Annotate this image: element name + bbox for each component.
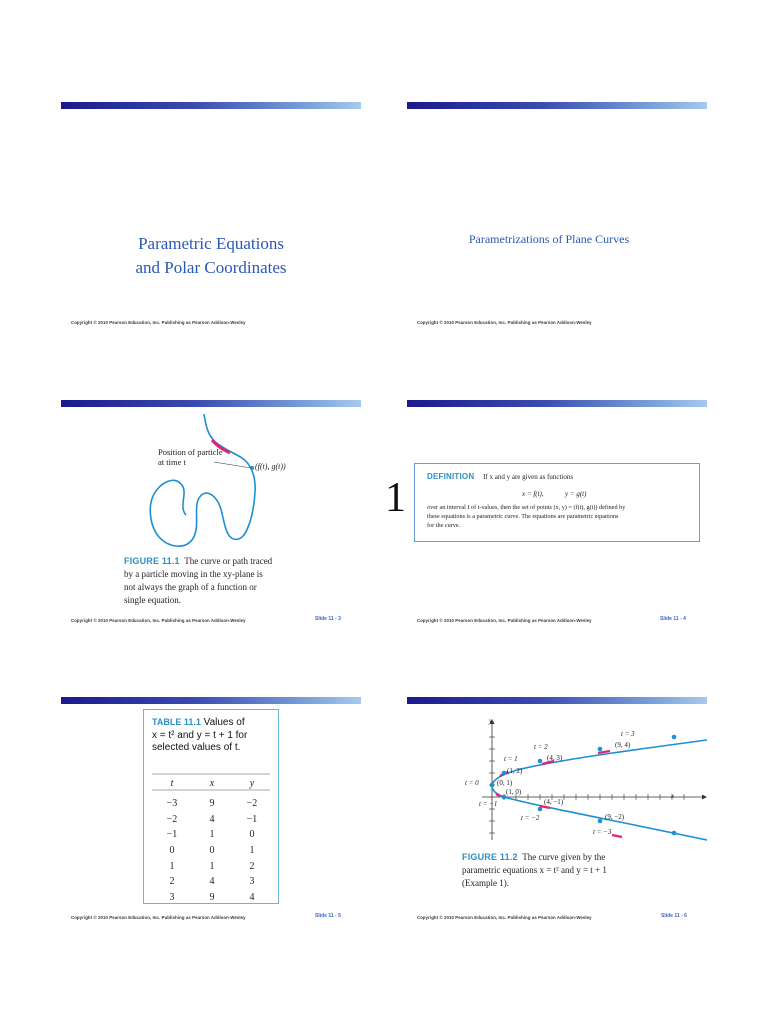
values-table [152,776,272,905]
curve-point [538,807,543,812]
figure-label: FIGURE 11.2 [462,852,518,862]
table-title-line-2: x = t² and y = t + 1 for [152,729,248,741]
slide-2 [407,102,737,352]
caption-line-4: single equation. [124,595,181,605]
slide-number: Slide 11 - 6 [661,913,687,919]
table-row [152,827,272,843]
point-label: (f(t), g(t)) [255,462,286,471]
slide-number: Slide 11 - 5 [315,913,341,919]
table-cell: 4 [209,813,215,825]
figure-caption [124,555,334,607]
label-p01: (0, 1) [497,779,513,787]
table-cell: 0 [169,845,175,857]
header-bar [61,697,361,704]
figure-label: FIGURE 11.1 [124,556,180,566]
definition-label: DEFINITION [427,472,475,481]
label-tm3: t = −3 [593,828,612,836]
table-cell: 3 [169,891,175,903]
table-cell: 9 [209,891,215,903]
table-row [152,843,272,859]
curve-point [672,831,677,836]
column-header: x [209,777,215,789]
table-cell: 3 [249,876,255,888]
curve-point [598,747,603,752]
header-bar [407,697,707,704]
motion-arrow [598,751,610,753]
copyright-notice: Copyright © 2010 Pearson Education, Inc. Publishing as Pearson Addison-Wesley [417,915,592,920]
table-header-row [152,776,272,790]
table-row [152,796,272,812]
copyright-notice: Copyright © 2010 Pearson Education, Inc. Publishing as Pearson Addison-Wesley [71,915,246,920]
table-cell: 9 [209,798,215,810]
table-title-line-1: Values of [203,717,245,728]
table-cell: −2 [166,813,178,825]
table-row [152,890,272,906]
table-row [152,812,272,828]
table-label: TABLE 11.1 [152,717,201,727]
label-p94: (9, 4) [615,741,631,749]
caption-line-1: The curve given by the [522,852,606,862]
values-table-box [143,709,279,904]
slide-number: Slide 11 - 4 [660,616,686,622]
label-tm1: t = −1 [479,800,498,808]
label-t1: t = 1 [504,755,518,763]
definition-box [414,463,700,542]
caption-line-1: The curve or path traced [184,556,273,566]
table-cell: 4 [209,876,215,888]
annotation-leader [214,462,251,468]
slide-number: Slide 11 - 3 [315,616,341,622]
motion-arrow [612,835,622,837]
definition-equation-y: y = g(t) [565,490,587,498]
table-cell: −1 [246,813,258,825]
table-cell: 1 [169,860,175,872]
table-cell: 2 [249,860,255,872]
axis-ticks [489,737,684,833]
copyright-notice: Copyright © 2010 Pearson Education, Inc. Publishing as Pearson Addison-Wesley [71,320,246,325]
table-row [152,874,272,890]
slide-title-line-1: Parametric Equations [138,234,284,253]
side-number: 1 [385,475,406,521]
caption-line-2: parametric equations x = t² and y = t + 1 [462,865,607,875]
curve-point [672,735,677,740]
position-annotation-line-1: Position of particle [158,447,223,457]
column-header: t [170,777,174,789]
definition-equation-x: x = f(t), [522,490,544,498]
position-annotation-line-2: at time t [158,457,186,467]
table-cell: −1 [166,829,178,841]
curve-point [490,783,495,788]
parabola-figure [462,712,712,862]
table-cell: −2 [246,798,258,810]
label-p4m1: (4, −1) [544,798,564,806]
slide-1 [61,102,391,352]
figure-caption [462,851,692,890]
slide-4 [385,400,737,650]
label-t2: t = 2 [534,743,548,751]
table-cell: 0 [209,845,215,857]
label-t3: t = 3 [621,730,635,738]
y-axis-label: y [489,717,493,725]
definition-intro: If x and y are given as functions [483,473,574,481]
label-p12: (1, 2) [507,767,523,775]
label-p43: (4, 3) [547,754,563,762]
slide-6 [407,697,737,947]
definition-line-1: over an interval I of t-values, then the set of points (x, y) = (f(t), g(t)) defined by [427,504,626,511]
table-cell: 0 [249,829,255,841]
copyright-notice: Copyright © 2010 Pearson Education, Inc. Publishing as Pearson Addison-Wesley [71,618,246,623]
caption-line-3: not always the graph of a function or [124,582,257,592]
table-row [152,858,272,874]
table-cell: 1 [249,845,255,857]
header-bar [407,400,707,407]
particle-path-figure [146,410,346,560]
curve-point [538,759,543,764]
curve-point [502,771,507,776]
table-cell: 4 [249,891,255,903]
slide-title: Parametrizations of Plane Curves [468,232,630,246]
particle-path-curve [150,414,255,546]
slide-3 [61,400,391,650]
copyright-notice: Copyright © 2010 Pearson Education, Inc. Publishing as Pearson Addison-Wesley [417,320,592,325]
label-t0: t = 0 [465,779,479,787]
label-p10: (1, 0) [506,788,522,796]
definition-line-2: these equations is a parametric curve. The equations are parametric equations [427,513,619,520]
slide-title-line-2: and Polar Coordinates [135,258,287,277]
header-bar [61,400,361,407]
table-cell: 1 [209,829,215,841]
x-axis-arrowhead [702,795,707,800]
header-bar [61,102,361,109]
label-tm2: t = −2 [521,814,540,822]
header-bar [407,102,707,109]
caption-line-3: (Example 1). [462,878,509,888]
copyright-notice: Copyright © 2010 Pearson Education, Inc. Publishing as Pearson Addison-Wesley [417,618,592,623]
label-p9m2: (9, −2) [605,813,625,821]
caption-line-2: by a particle moving in the xy-plane is [124,569,263,579]
table-title-line-3: selected values of t. [152,742,241,753]
particle-point [250,466,254,470]
slide-5 [61,697,391,947]
table-cell: 2 [169,876,175,888]
x-axis-label: x [671,792,675,800]
definition-line-3: for the curve. [427,522,461,529]
table-cell: −3 [166,798,178,810]
parabola-curve [492,740,707,840]
column-header: y [249,777,255,789]
table-cell: 1 [209,860,215,872]
curve-point [598,819,603,824]
